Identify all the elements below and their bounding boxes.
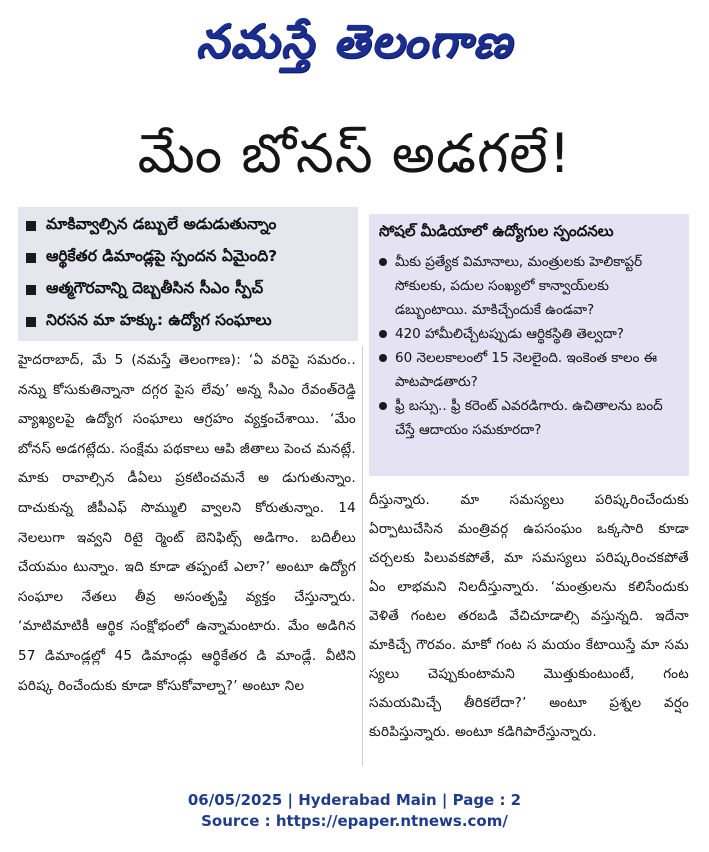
round-bullet-icon — [379, 354, 387, 362]
article-body-left-column: హైదరాబాద్, మే 5 (నమస్తే తెలంగాణ): ‘ఏ వరిపై సమరం.. నన్ను కోసుకుతిన్నానా దగ్గర పైస లేవు’ అన్న సీఎం రేవంత్‌రెడ్డి వ్యాఖ్యలపై ఉద్యోగ సంఘాలు ఆగ్రహం వ్యక్తంచేశాయి. ‘మేం బోనస్ అడగట్లేదు. సంక్షేమ పథకాలు ఆపి జీతాలు పెంచ మనట్లే. మాకు రావాల్సిన డీఏలు ప్రకటించమనే అ డుగుతున్నాం. దాచుకున్న జీపీఎఫ్ సొమ్ములి వ్వాలని కోరుతున్నాం. 14 నెలలుగా ఇవ్వని రిటై ర్మెంట్ బెనిఫిట్స్ అడిగాం. బదిలీలు చేయమం టున్నాం. ఇది కూడా తప్పంటే ఎలా?’ అంటూ ఉద్యోగ సంఘాల నేతలు తీవ్ర అసంతృప్తి వ్యక్తం చేస్తున్నారు. ‘మాటిమాటికీ ఆర్థిక సంక్షోభంలో ఉన్నామంటారు. మేం అడిగిన 57 డిమాండ్లల్లో 45 డిమాండ్లు ఆర్థికేతర డి మాండ్లే. వీటిని పరిష్క రించేందుకు కూడా కోసుకోవాల్నా?’ అంటూ నిల — [18, 352, 356, 694]
round-bullet-icon — [379, 258, 387, 266]
newspaper-masthead: నమస్తే తెలంగాణ — [195, 14, 514, 68]
article-body-right-column: దీస్తున్నారు. మా సమస్యలు పరిష్కరించేందుకు ఏర్పాటుచేసిన మంత్రివర్గ ఉపసంఘం ఒక్కసారి కూడా చర్చలకు పిలువకపోతే, మా సమస్యలు పరిష్కరించకపోతే ఏం లాభమని నిలదీస్తున్నారు. ‘మంత్రులను కలిసేందుకు వెళితే గంటల తరబడి వేచిచూడాల్సి వస్తున్నది. ఇదేనా మాకిచ్చే గౌరవం. మాకో గంట స మయం కేటాయిస్తే మా సమ స్యలు చెప్పుకుంటామని మొత్తుకుంటుంటే, గంట సమయమిచ్చే తీరికలేదా?’ అంటూ ప్రశ్నల వర్షం కురిపిస్తున్నారు. అంటూ కడిగిపారేస్తున్నారు. — [369, 492, 689, 740]
social-reaction — [379, 394, 679, 442]
key-point — [18, 307, 358, 337]
social-reaction — [379, 346, 679, 394]
social-reaction-text: మీకు ప్రత్యేక విమానాలు, మంత్రులకు హెలికాప్టర్ సోకులకు, పదుల సంఖ్యలో కాన్వాయ్‌లకు డబ్బుంటాయి. మాకిచ్చేందుకే ఉండవా? — [395, 254, 643, 318]
key-point — [18, 275, 358, 305]
square-bullet-icon — [26, 221, 36, 231]
social-reaction — [379, 250, 679, 322]
social-reaction-text: 420 హామీలిచ్చేటప్పుడు ఆర్థికస్థితి తెల్వదా? — [395, 326, 624, 342]
key-point-text: మాకివ్వాల్సిన డబ్బులే అడుడుతున్నాం — [46, 215, 277, 233]
social-box-title: సోషల్ మీడియాలో ఉద్యోగుల స్పందనలు — [379, 222, 614, 240]
social-reaction-text: 60 నెలలకాలంలో 15 నెలలైంది. ఇంకెంత కాలం ఈ పాటపాడతారు? — [395, 350, 658, 390]
key-point-text: ఆర్థికేతర డిమాండ్లపై స్పందన ఏమైంది? — [46, 247, 278, 265]
social-reaction — [379, 322, 679, 346]
source-link[interactable]: Source : https://epaper.ntnews.com/ — [201, 812, 508, 830]
column-divider — [362, 346, 363, 766]
round-bullet-icon — [379, 330, 387, 338]
square-bullet-icon — [26, 317, 36, 327]
social-reaction-text: ఫ్రీ బస్సు.. ఫ్రీ కరెంట్ ఎవరడిగారు. ఉచితాలను బంద్ చేస్తే ఆదాయం సమకూరదా? — [395, 398, 663, 438]
round-bullet-icon — [379, 402, 387, 410]
key-point-text: ఆత్మగౌరవాన్ని దెబ్బతీసిన సీఎం స్పీచ్ — [46, 279, 264, 297]
square-bullet-icon — [26, 285, 36, 295]
square-bullet-icon — [26, 253, 36, 263]
key-point-text: నిరసన మా హక్కు: ఉద్యోగ సంఘాలు — [46, 311, 272, 329]
key-point — [18, 243, 358, 273]
edition-info: 06/05/2025 | Hyderabad Main | Page : 2 — [187, 791, 522, 809]
clipping-footer — [0, 790, 709, 832]
key-points-box — [18, 207, 358, 341]
key-point — [18, 211, 358, 241]
social-media-reactions-box — [369, 214, 689, 476]
article-headline: మేం బోనస్ అడగలే! — [137, 122, 572, 185]
